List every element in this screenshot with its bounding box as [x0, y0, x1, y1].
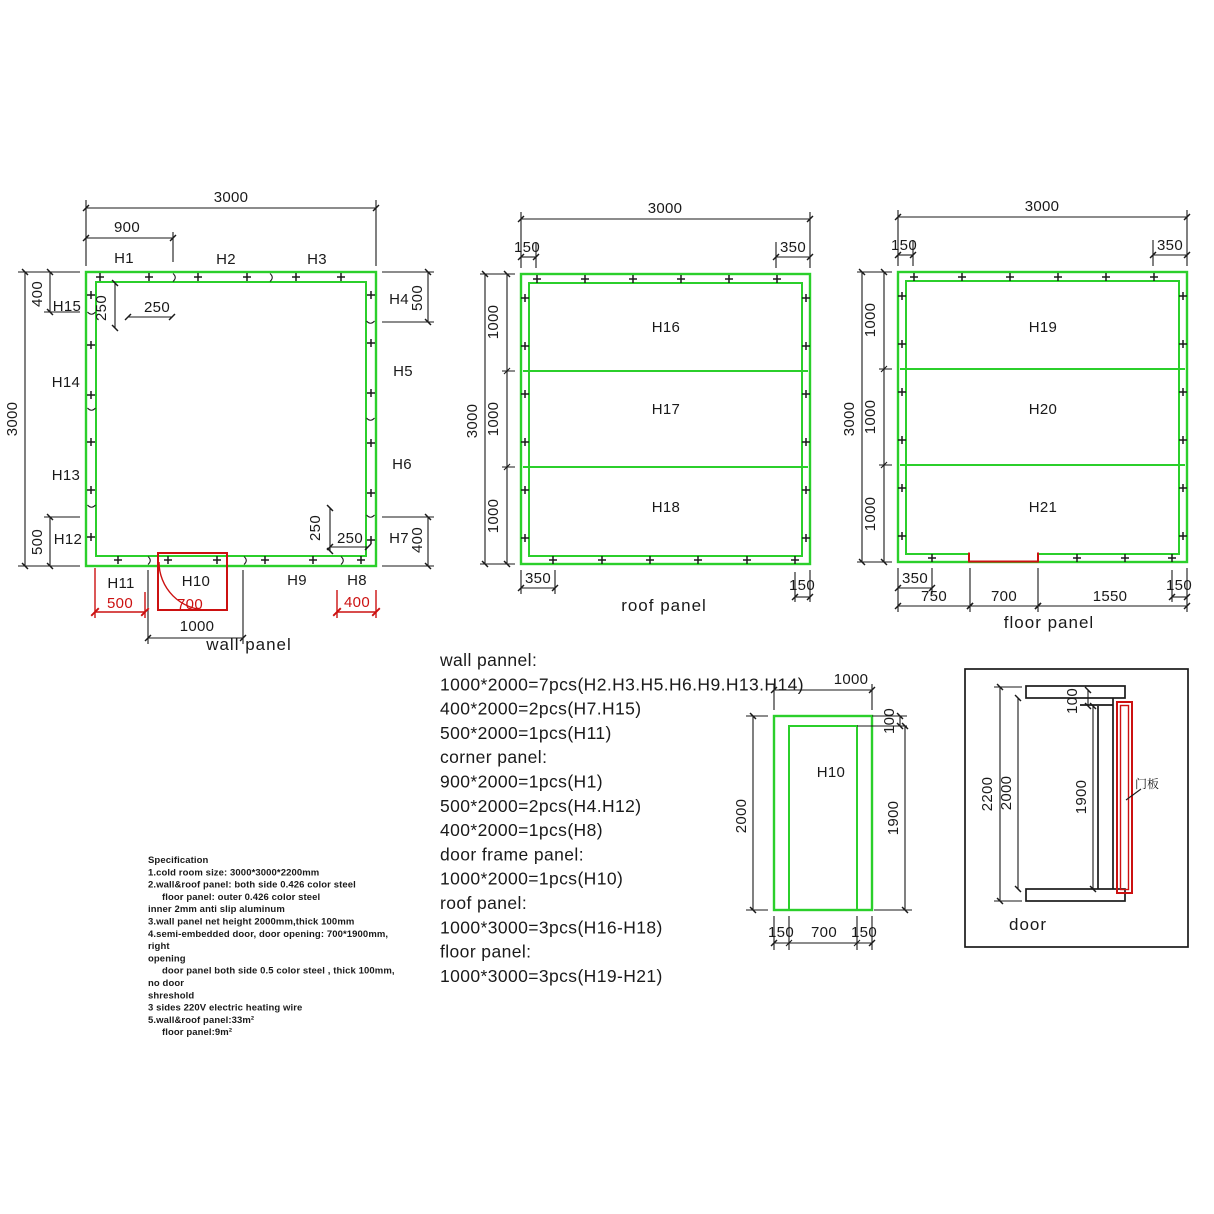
door-leaf-inner: [1121, 706, 1129, 890]
panel-list-line: door frame panel:: [440, 844, 584, 865]
panel-list-line: 400*2000=2pcs(H7.H15): [440, 698, 642, 719]
dim-label: 250: [337, 530, 363, 547]
spec-line: 2.wall&roof panel: both side 0.426 color steel: [148, 879, 356, 891]
dim-label: 150: [514, 239, 540, 256]
spec-line: 4.semi-embedded door, door opening: 700*1900mm,: [148, 928, 389, 940]
dim-label: 500: [409, 285, 426, 311]
dim-label: 250: [93, 295, 110, 321]
panel-list-line: 400*2000=1pcs(H8): [440, 820, 603, 841]
panel-label: H2: [216, 251, 236, 268]
panel-list-line: 1000*2000=1pcs(H10): [440, 868, 624, 889]
dim-label: 700: [177, 596, 203, 613]
dim-label: 400: [344, 594, 370, 611]
spec-line: floor panel:9m²: [162, 1027, 233, 1039]
dim-label: 350: [1157, 237, 1183, 254]
spec-line: door panel both side 0.5 color steel , thick 100mm,: [162, 965, 395, 977]
panel-label: H19: [1028, 319, 1058, 336]
dim-label: 500: [29, 529, 46, 555]
dim-label: 150: [789, 577, 815, 594]
dim-label: 150: [768, 924, 794, 941]
spec-line: shreshold: [148, 990, 195, 1002]
spec-line: inner 2mm anti slip aluminum: [148, 904, 285, 916]
dim-label: 700: [811, 924, 837, 941]
dim-label: 3000: [841, 401, 858, 437]
spec-line: right: [148, 941, 170, 953]
roof-panel-caption: roof panel: [621, 596, 707, 615]
panel-label: H15: [52, 298, 82, 315]
panel-list-line: floor panel:: [440, 941, 532, 962]
dim-label: 1000: [862, 302, 879, 338]
dim-label: 250: [307, 515, 324, 541]
roof-panel-joints: [523, 371, 808, 467]
dim-label: 3000: [1024, 198, 1060, 215]
dim-label: 150: [891, 237, 917, 254]
dim-label: 150: [851, 924, 877, 941]
spec-line: no door: [148, 978, 185, 989]
panel-list-line: 900*2000=1pcs(H1): [440, 771, 603, 792]
panel-label: H6: [392, 456, 412, 473]
panel-label: H21: [1028, 499, 1058, 516]
floor-panel-drawing: [841, 198, 1192, 632]
spec-line: opening: [148, 953, 186, 965]
dim-label: 500: [107, 595, 133, 612]
door-frame-panel-drawing: [733, 671, 912, 950]
dim-label: 2200: [979, 776, 996, 812]
dim-label: 250: [144, 299, 170, 316]
notch-mask: [970, 552, 1037, 557]
dim-label: 350: [780, 239, 806, 256]
dim-label: 700: [991, 588, 1017, 605]
dim-label: 1000: [485, 498, 502, 534]
dim-label: 150: [1166, 577, 1192, 594]
dim-label: 900: [114, 219, 140, 236]
panel-list-line: 1000*2000=7pcs(H2.H3.H5.H6.H9.H13.H14): [440, 674, 804, 695]
dim-label: 350: [902, 570, 928, 587]
panel-list-line: 500*2000=1pcs(H11): [440, 722, 612, 743]
panel-label: H11: [107, 575, 135, 592]
dim-label: 3000: [4, 401, 21, 437]
dim-label: 750: [921, 588, 947, 605]
panel-label: H9: [287, 572, 307, 589]
panel-label: H1: [114, 250, 134, 267]
spec-line: 3.wall panel net height 2000mm,thick 100mm: [148, 916, 355, 928]
door-section-drawing: [965, 669, 1188, 947]
dim-label: 1900: [885, 800, 902, 836]
panel-label: H20: [1028, 401, 1058, 418]
wall-panel-caption: wall panel: [206, 635, 292, 654]
panel-label: H8: [347, 572, 367, 589]
panel-label: H3: [307, 251, 327, 268]
dim-label: 2000: [733, 798, 750, 834]
dim-label: 1000: [485, 304, 502, 340]
panel-label: H10: [181, 573, 211, 590]
dim-label: 400: [29, 281, 46, 307]
panel-label: H10: [816, 764, 846, 781]
dim-label: 400: [409, 527, 426, 553]
door-leaf-label: 门板: [1135, 777, 1160, 791]
panel-list-line: corner panel:: [440, 747, 548, 768]
wall-outer-face: [86, 272, 376, 566]
panel-list-line: roof panel:: [440, 893, 528, 913]
panel-label: H14: [51, 374, 81, 391]
spec-line: 1.cold room size: 3000*3000*2200mm: [148, 867, 320, 879]
dim-label: 2000: [998, 775, 1015, 811]
panel-list-line: 1000*3000=3pcs(H19-H21): [440, 965, 663, 986]
dim-label: 3000: [647, 200, 683, 217]
dim-label: 3000: [213, 189, 249, 206]
wall-panel-drawing: [4, 189, 434, 654]
door-opening-outline: [789, 726, 857, 910]
dim-label: 1550: [1092, 588, 1128, 605]
dim-label: 1900: [1073, 779, 1090, 815]
wall-inner-face: [96, 282, 366, 556]
spec-line: floor panel: outer 0.426 color steel: [162, 891, 321, 903]
spec-line: 3 sides 220V electric heating wire: [148, 1002, 303, 1014]
specification-text: [148, 855, 395, 1038]
floor-panel-caption: floor panel: [1003, 613, 1095, 632]
dim-label: 1000: [862, 496, 879, 532]
door-caption: door: [1008, 915, 1048, 934]
roof-panel-drawing: [464, 200, 815, 615]
dim-label: 1000: [179, 618, 215, 635]
dim-label: 3000: [464, 403, 481, 439]
spec-line: Specification: [148, 855, 209, 866]
dim-label: 1000: [862, 399, 879, 435]
panel-label: H12: [53, 531, 83, 548]
panel-label: H5: [393, 363, 413, 380]
dim-label: 1000: [485, 401, 502, 437]
panel-label: H7: [389, 530, 409, 547]
panel-label: H17: [651, 401, 681, 418]
panel-label: H18: [651, 499, 681, 516]
dim-label: 100: [1064, 688, 1081, 714]
spec-line: 5.wall&roof panel:33m²: [148, 1014, 255, 1026]
panel-list-line: 500*2000=2pcs(H4.H12): [440, 795, 642, 816]
panel-label: H4: [389, 291, 409, 308]
floor-panel-section: [1026, 889, 1125, 901]
roof-outer-face: [521, 274, 810, 564]
dim-label: 350: [525, 570, 551, 587]
dim-label: 100: [881, 708, 898, 734]
panel-label: H13: [51, 467, 81, 484]
panel-label: H16: [651, 319, 681, 336]
dim-label: 1000: [833, 671, 869, 688]
panel-list-line: 1000*3000=3pcs(H16-H18): [440, 917, 663, 938]
panel-list-line: wall pannel:: [440, 650, 538, 670]
